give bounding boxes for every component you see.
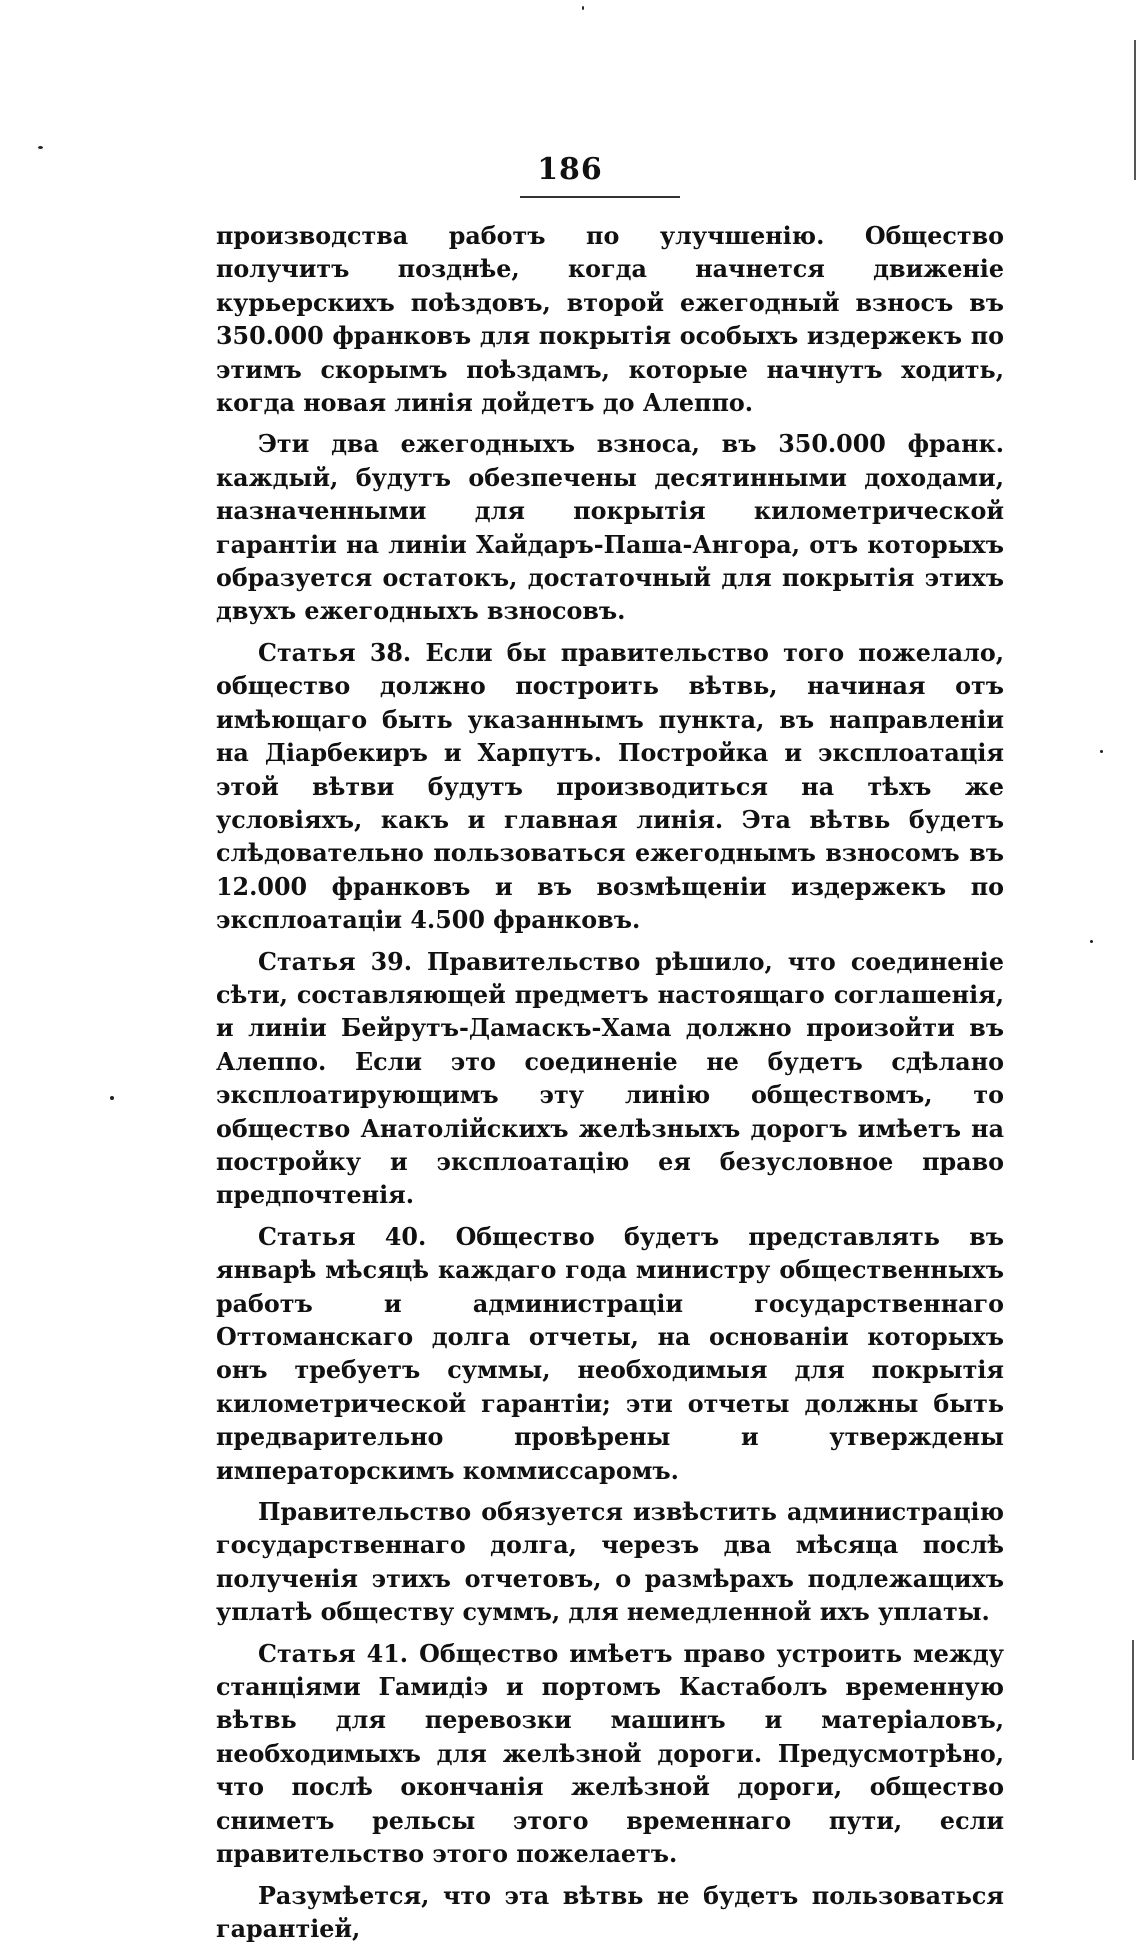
scan-edge-line (1132, 1640, 1134, 1760)
page-number-rule (520, 196, 680, 198)
scan-speck (582, 6, 584, 10)
body-text (216, 220, 1004, 1954)
paragraph-article-38: Статья 38. Если бы правительство того пожелало, общество должно построить вѣтвь, начиная отъ имѣющаго быть указаннымъ пункта, въ направленіи на Діарбекиръ и Харпутъ. Постройка и эксплоатація этой вѣтви будутъ производиться на тѣхъ же условіяхъ, какъ и главная линія. Эта вѣтвь будетъ слѣдовательно пользоваться ежегоднымъ взносомъ въ 12.000 франковъ и въ возмѣщеніи издержекъ по эксплоатаціи 4.500 франковъ. (216, 638, 1004, 935)
paragraph-continuation: производства работъ по улучшенію. Общество получитъ позднѣе, когда начнется движеніе курьерскихъ поѣздовъ, второй ежегодный взносъ въ 350.000 франковъ для покрытія особыхъ издержекъ по этимъ скорымъ поѣздамъ, которые начнутъ ходить, когда новая линія дойдетъ до Алеппо. (216, 222, 1004, 418)
paragraph-article-39: Статья 39. Правительство рѣшило, что соединеніе сѣти, составляющей предметъ настоящаго соглашенія, и линіи Бейрутъ-Дамаскъ-Хама должно произойти въ Алеппо. Если это соединеніе не будетъ сдѣлано эксплоатирующимъ эту линію обществомъ, то общество Анатолійскихъ желѣзныхъ дорогъ имѣетъ на постройку и эксплоатацію ея безусловное право предпочтенія. (216, 947, 1004, 1210)
scan-speck (1100, 750, 1103, 753)
paragraph-closing: Разумѣется, что эта вѣтвь не будетъ пользоваться гарантіей, (216, 1881, 1004, 1943)
paragraph-government-obligation: Правительство обязуется извѣстить администрацію государственнаго долга, черезъ два мѣсяца послѣ полученія этихъ отчетовъ, о размѣрахъ подлежащихъ уплатѣ обществу суммъ, для немедленной ихъ уплаты. (216, 1498, 1004, 1627)
paragraph-article-40: Статья 40. Общество будетъ представлять въ январѣ мѣсяцѣ каждаго года министру общественныхъ работъ и администраціи государственнаго Оттоманскаго долга отчеты, на основаніи которыхъ онъ требуетъ суммы, необходимыя для покрытія километрической гарантіи; эти отчеты должны быть предварительно провѣрены и утверждены императорскимъ коммиссаромъ. (216, 1222, 1004, 1485)
scan-speck (110, 1096, 114, 1100)
paragraph-article-41: Статья 41. Общество имѣетъ право устроить между станціями Гамидіэ и портомъ Кастаболъ временную вѣтвь для перевозки машинъ и матеріаловъ, необходимыхъ для желѣзной дороги. Предусмотрѣно, что послѣ окончанія желѣзной дороги, общество сниметъ рельсы этого временнаго пути, если правительство этого пожелаетъ. (216, 1639, 1004, 1869)
page-number: 186 (537, 152, 603, 187)
scan-speck (38, 146, 43, 149)
scan-edge-line (1134, 40, 1136, 180)
scan-speck (1090, 940, 1093, 943)
paragraph-annual-payments: Эти два ежегодныхъ взноса, въ 350.000 франк. каждый, будутъ обезпечены десятинными доходами, назначенными для покрытія километрической гарантіи на линіи Хайдаръ-Паша-Ангора, отъ которыхъ образуется остатокъ, достаточный для покрытія этихъ двухъ ежегодныхъ взносовъ. (216, 430, 1004, 626)
